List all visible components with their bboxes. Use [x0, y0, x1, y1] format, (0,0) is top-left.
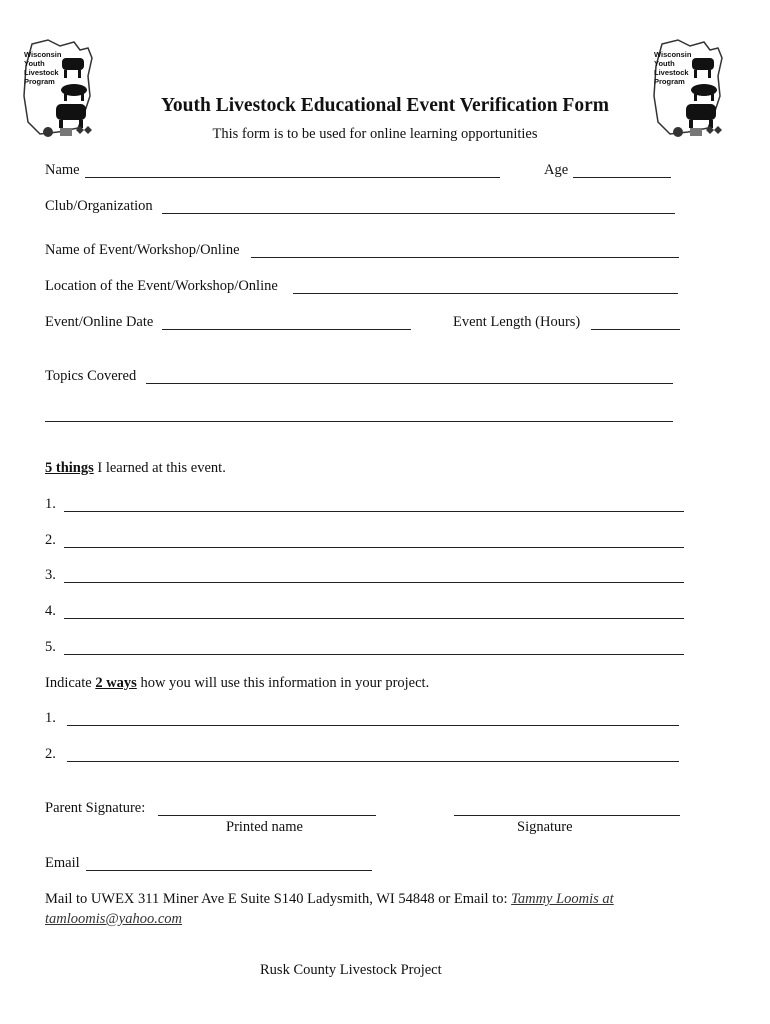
name-label: Name	[45, 162, 80, 178]
learned-item-number: 2.	[45, 532, 56, 548]
learned-item-4-input[interactable]	[64, 601, 684, 619]
ways-heading	[45, 675, 429, 692]
logo-line: Wisconsin	[24, 50, 62, 59]
learned-item-1-input[interactable]	[64, 494, 684, 512]
length-input[interactable]	[591, 312, 680, 330]
signature-caption: Signature	[517, 819, 573, 835]
mail-text: Mail to UWEX 311 Miner Ave E Suite S140 Ladysmith, WI 54848 or Email to:	[45, 891, 512, 907]
learned-heading-bold: 5 things	[45, 460, 94, 476]
logo-text-left	[24, 50, 61, 86]
learned-item-2-input[interactable]	[64, 530, 684, 548]
event-name-input[interactable]	[251, 240, 679, 258]
page-title: Youth Livestock Educational Event Verification Form	[161, 95, 609, 116]
length-label: Event Length (Hours)	[453, 314, 581, 330]
date-label: Event/Online Date	[45, 314, 154, 330]
logo-line: Wisconsin	[654, 50, 692, 59]
learned-heading-rest: I learned at this event.	[93, 460, 226, 476]
name-input[interactable]	[85, 160, 500, 178]
club-label: Club/Organization	[45, 198, 153, 214]
email-input[interactable]	[86, 853, 372, 871]
ways-heading-rest: how you will use this information in your project.	[136, 675, 430, 691]
logo-line: Program	[24, 77, 55, 86]
ways-item-2-input[interactable]	[67, 744, 679, 762]
logo-line: Livestock	[24, 68, 59, 77]
logo-text-right	[654, 50, 691, 86]
logo-line: Youth	[24, 59, 45, 68]
learned-item-number: 3.	[45, 567, 56, 583]
signature-input[interactable]	[454, 798, 680, 816]
location-input[interactable]	[293, 276, 678, 294]
learned-item-5-input[interactable]	[64, 637, 684, 655]
event-name-label: Name of Event/Workshop/Online	[45, 242, 240, 258]
ways-heading-pre: Indicate	[45, 675, 96, 691]
learned-item-number: 1.	[45, 496, 56, 512]
ways-heading-bold: 2 ways	[95, 675, 137, 691]
ways-item-1-input[interactable]	[67, 708, 679, 726]
learned-item-number: 5.	[45, 639, 56, 655]
footer-text: Rusk County Livestock Project	[260, 962, 442, 978]
printed-name-input[interactable]	[158, 798, 376, 816]
topics-input[interactable]	[146, 366, 673, 384]
parent-signature-label: Parent Signature:	[45, 800, 146, 816]
page-subtitle: This form is to be used for online learning opportunities	[212, 126, 538, 142]
mail-instructions	[45, 891, 614, 908]
topics-input-2[interactable]	[45, 404, 673, 422]
ways-item-number: 2.	[45, 746, 56, 762]
logo-line: Livestock	[654, 68, 689, 77]
learned-heading	[45, 460, 226, 477]
learned-item-number: 4.	[45, 603, 56, 619]
logo-line: Program	[654, 77, 685, 86]
date-input[interactable]	[162, 312, 411, 330]
contact-name-link[interactable]: Tammy Loomis at	[511, 891, 614, 907]
ways-item-number: 1.	[45, 710, 56, 726]
topics-label: Topics Covered	[45, 368, 137, 384]
contact-email-link[interactable]: tamloomis@yahoo.com	[45, 911, 182, 927]
age-input[interactable]	[573, 160, 671, 178]
club-input[interactable]	[162, 196, 675, 214]
location-label: Location of the Event/Workshop/Online	[45, 278, 278, 294]
age-label: Age	[544, 162, 569, 178]
printed-name-caption: Printed name	[226, 819, 303, 835]
learned-item-3-input[interactable]	[64, 565, 684, 583]
logo-line: Youth	[654, 59, 675, 68]
email-label: Email	[45, 855, 80, 871]
